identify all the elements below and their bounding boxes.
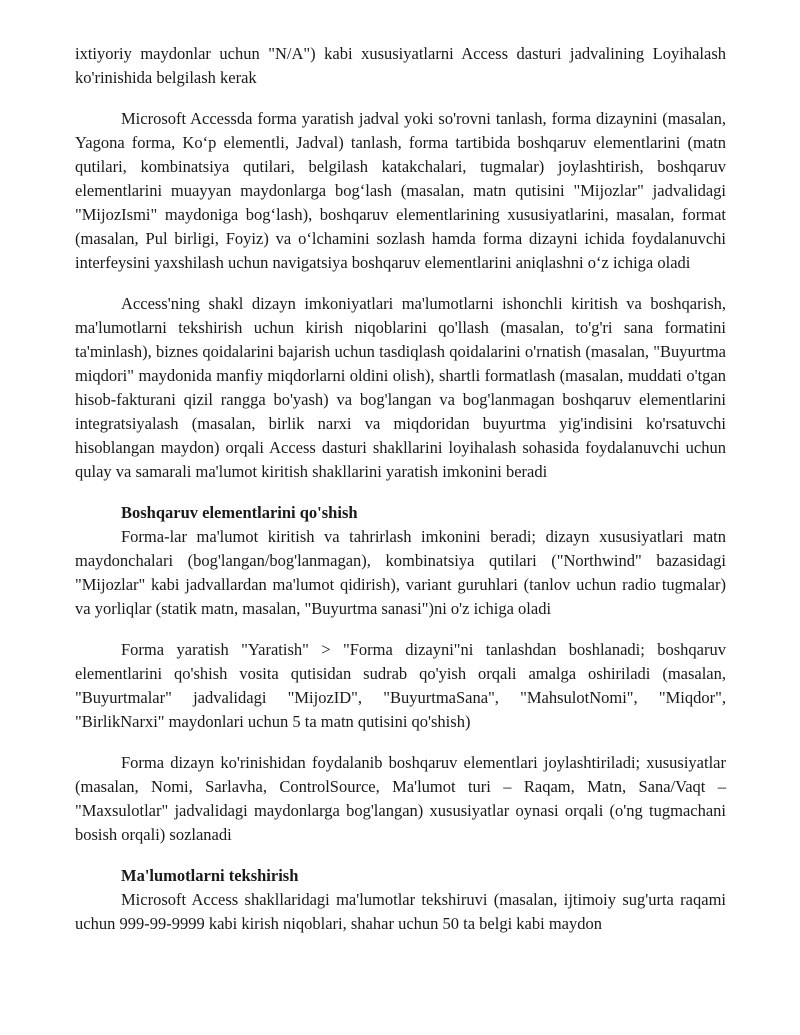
- section-heading-boshqaruv: Boshqaruv elementlarini qo'shish: [121, 503, 358, 522]
- document-page: [75, 42, 726, 936]
- paragraph-yaratish-menu: Forma yaratish "Yaratish" > "Forma dizayni"ni tanlashdan boshlanadi; boshqaruv elementlarini qo'shish vosita qutisidan sudrab qo'yish orqali amalga oshiriladi (masalan, "Buyurtmalar" jadvalidagi "MijozID", "BuyurtmaSana", "MahsulotNomi", "Miqdor", "BirlikNarxi" maydonlari uchun 5 ta matn qutisini qo'shish): [75, 640, 726, 731]
- paragraph-forma-lar: Forma-lar ma'lumot kiritish va tahrirlash imkonini beradi; dizayn xususiyatlari matn maydonchalari (bog'langan/bog'lanmagan), kombinatsiya qutilari ("Northwind" bazasidagi "Mijozlar" kabi jadvallardan ma'lumot qidirish), variant guruhlari (tanlov uchun radio tugmalar) va yorliqlar (statik matn, masalan, "Buyurtma sanasi")ni o'z ichiga oladi: [75, 527, 726, 618]
- paragraph-dizayn-korinish: Forma dizayn ko'rinishidan foydalanib boshqaruv elementlari joylashtiriladi; xususiyatlar (masalan, Nomi, Sarlavha, ControlSource, Ma'lumot turi – Raqam, Matn, Sana/Vaqt – "Maxsulotlar" jadvalidagi maydonlarga bog'langan) xususiyatlar oynasi orqali (o'ng tugmachani bosish orqali) sozlanadi: [75, 753, 726, 844]
- paragraph-gap: [75, 847, 726, 864]
- paragraph-tekshiruv: Microsoft Access shakllaridagi ma'lumotlar tekshiruvi (masalan, ijtimoiy sug'urta raqami uchun 999-99-9999 kabi kirish niqoblari, shahar uchun 50 ta belgi kabi maydon: [75, 890, 726, 933]
- paragraph-gap: [75, 734, 726, 751]
- paragraph-gap: [75, 621, 726, 638]
- paragraph-gap: [75, 275, 726, 292]
- paragraph-forma-yaratish: Microsoft Accessda forma yaratish jadval yoki so'rovni tanlash, forma dizaynini (masalan, Yagona forma, Ko‘p elementli, Jadval) tanlash, forma tartibida boshqaruv elementlarini (matn qutilari, kombinatsiya qutilari, belgilash katakchalari, tugmalar) joylashtirish, boshqaruv elementlarini muayyan maydonlarga bog‘lash (masalan, matn qutisini "Mijozlar" jadvalidagi "MijozIsmi" maydoniga bog‘lash), boshqaruv elementlarining xususiyatlarini, masalan, format (masalan, Pul birligi, Foyiz) va o‘lchamini sozlash hamda forma dizayni ichida foydalanuvchi interfeysini yaxshilash uchun navigatsiya boshqaruv elementlarini aniqlashni o‘z ichiga oladi: [75, 109, 726, 272]
- paragraph-gap: [75, 90, 726, 107]
- paragraph-gap: [75, 484, 726, 501]
- paragraph-continued: ixtiyoriy maydonlar uchun "N/A") kabi xususiyatlarni Access dasturi jadvalining Loyihalash ko'rinishida belgilash kerak: [75, 44, 726, 87]
- section-heading-tekshirish: Ma'lumotlarni tekshirish: [121, 866, 299, 885]
- paragraph-shakl-dizayn: Access'ning shakl dizayn imkoniyatlari ma'lumotlarni ishonchli kiritish va boshqarish, ma'lumotlarni tekshirish uchun kirish niqoblarini qo'llash (masalan, to'g'ri sana formatini ta'minlash), biznes qoidalarini bajarish uchun tasdiqlash qoidalarini o'rnatish (masalan, "Buyurtma miqdori" maydonida manfiy miqdorlarni oldini olish), shartli formatlash (masalan, muddati o'tgan hisob-fakturani qizil rangga bo'yash) va bog'langan va bog'lanmagan boshqaruv elementlarini integratsiyalash (masalan, birlik narxi va miqdoridan buyurtma yig'indisini ko'rsatuvchi hisoblangan maydon) orqali Access dasturi shakllarini loyihalash sohasida foydalanuvchi uchun qulay va samarali ma'lumot kiritish shakllarini yaratish imkonini beradi: [75, 294, 726, 481]
